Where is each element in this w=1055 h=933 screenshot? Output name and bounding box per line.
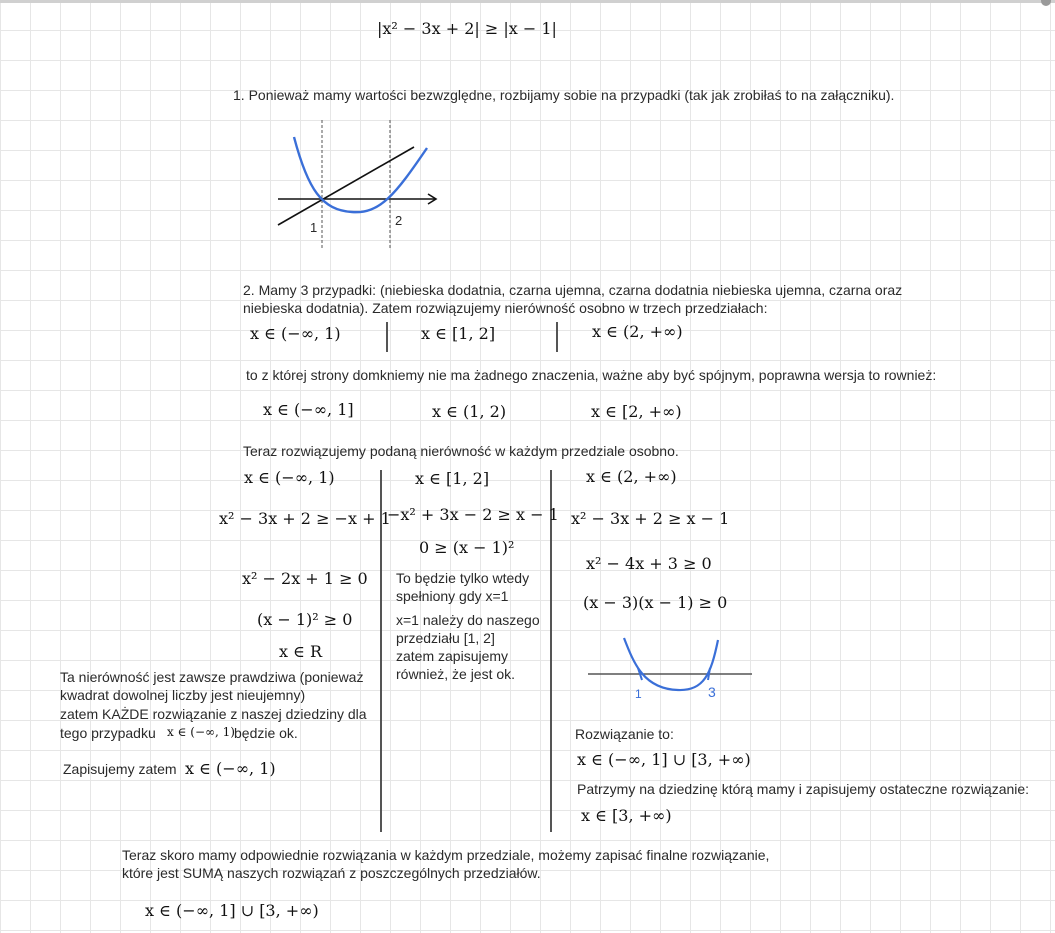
interval-divider-1 <box>386 322 388 352</box>
col3-domain-text: Patrzymy na dziedzinę którą mamy i zapisujemy ostateczne rozwiązanie: <box>577 781 1030 797</box>
sketch2-label-1: 1 <box>635 687 642 701</box>
alt-interval-1: x ∈ (−∞, 1] <box>263 400 354 419</box>
interval-2: x ∈ [1, 2] <box>421 324 496 343</box>
col1-expl3: zatem KAŻDE rozwiązanie z naszej dziedziny dla <box>60 706 367 722</box>
col1-eq2: x² − 2x + 1 ≥ 0 <box>242 569 368 588</box>
step2-line1: 2. Mamy 3 przypadki: (niebieska dodatnia, czarna ujemna, czarna dodatnia niebieska ujemna, czarna oraz <box>243 282 903 298</box>
sketch2-parabola <box>624 638 718 690</box>
interval-divider-2 <box>556 322 558 352</box>
step2-line2: niebieska dodatnia). Zatem rozwiązujemy nierówność osobno w trzech przedziałach: <box>243 300 768 316</box>
col3-eq1: x² − 3x + 2 ≥ x − 1 <box>571 509 730 528</box>
main-inequality: |x² − 3x + 2| ≥ |x − 1| <box>377 19 557 38</box>
solve-each-text: Teraz rozwiązujemy podaną nierówność w każdym przedziale osobno. <box>243 443 679 459</box>
col2-eq2: 0 ≥ (x − 1)² <box>419 538 515 557</box>
alt-interval-2: x ∈ (1, 2) <box>432 402 507 421</box>
sketch-parabola <box>294 137 427 212</box>
col3-solution-math: x ∈ (−∞, 1] ∪ [3, +∞) <box>577 750 751 769</box>
sketch-line-graph <box>278 147 414 225</box>
col2-expl2: spełniony gdy x=1 <box>396 588 509 604</box>
closure-note: to z której strony domkniemy nie ma żadnego znaczenia, ważne aby być spójnym, poprawna wersja to rownież: <box>246 367 937 383</box>
sketch2-label-3: 3 <box>708 684 716 700</box>
col1-eq4: x ∈ R <box>279 642 323 661</box>
top-border <box>0 0 1055 3</box>
col1-expl4: tego przypadku <box>60 725 156 741</box>
sketch-parabola-roots <box>586 634 756 704</box>
col3-eq2: x² − 4x + 3 ≥ 0 <box>586 554 712 573</box>
window-handle[interactable] <box>1041 0 1051 6</box>
col1-save-math: x ∈ (−∞, 1) <box>185 759 276 778</box>
final-line1: Teraz skoro mamy odpowiednie rozwiązania w każdym przedziale, możemy zapisać finalne rozwiązanie, <box>122 847 770 863</box>
col3-solution-label: Rozwiązanie to: <box>575 726 674 742</box>
col1-save-text: Zapisujemy zatem <box>63 761 177 777</box>
interval-3: x ∈ (2, +∞) <box>592 322 683 341</box>
final-line2: które jest SUMĄ naszych rozwiązań z poszczególnych przedziałów. <box>122 865 541 881</box>
col1-eq1: x² − 3x + 2 ≥ −x + 1 <box>219 509 391 528</box>
column-divider-2 <box>550 470 552 832</box>
col1-eq3: (x − 1)² ≥ 0 <box>257 610 353 629</box>
col1-expl2: kwadrat dowolnej liczby jest nieujemny) <box>60 687 306 703</box>
col3-final-math: x ∈ [3, +∞) <box>581 806 672 825</box>
sketch-label-1: 1 <box>310 220 318 235</box>
alt-interval-3: x ∈ [2, +∞) <box>591 402 682 421</box>
col2-eq1: −x² + 3x − 2 ≥ x − 1 <box>387 505 559 524</box>
col1-header: x ∈ (−∞, 1) <box>244 468 335 487</box>
col3-header: x ∈ (2, +∞) <box>586 467 677 486</box>
sketch-label-2: 2 <box>395 213 403 228</box>
final-answer: x ∈ (−∞, 1] ∪ [3, +∞) <box>145 901 319 920</box>
col3-eq3: (x − 3)(x − 1) ≥ 0 <box>583 593 728 612</box>
col2-header: x ∈ [1, 2] <box>415 469 490 488</box>
step1-text: 1. Ponieważ mamy wartości bezwzględne, rozbijamy sobie na przypadki (tak jak zrobiłaś to na załączniku). <box>233 87 895 103</box>
interval-1: x ∈ (−∞, 1) <box>250 324 341 343</box>
col2-expl1: To będzie tylko wtedy <box>396 570 530 586</box>
sketch-abs-graphs <box>270 115 450 255</box>
col1-expl1: Ta nierówność jest zawsze prawdziwa (ponieważ <box>60 669 364 685</box>
col2-expl5: zatem zapisujemy <box>396 648 509 664</box>
col1-expl4-math: x ∈ (−∞, 1) <box>167 725 235 739</box>
col2-expl3: x=1 należy do naszego <box>396 612 540 628</box>
col2-expl6: również, że jest ok. <box>396 666 516 682</box>
col2-expl4: przedziału [1, 2] <box>396 630 495 646</box>
col1-expl4-end: będzie ok. <box>234 725 298 741</box>
